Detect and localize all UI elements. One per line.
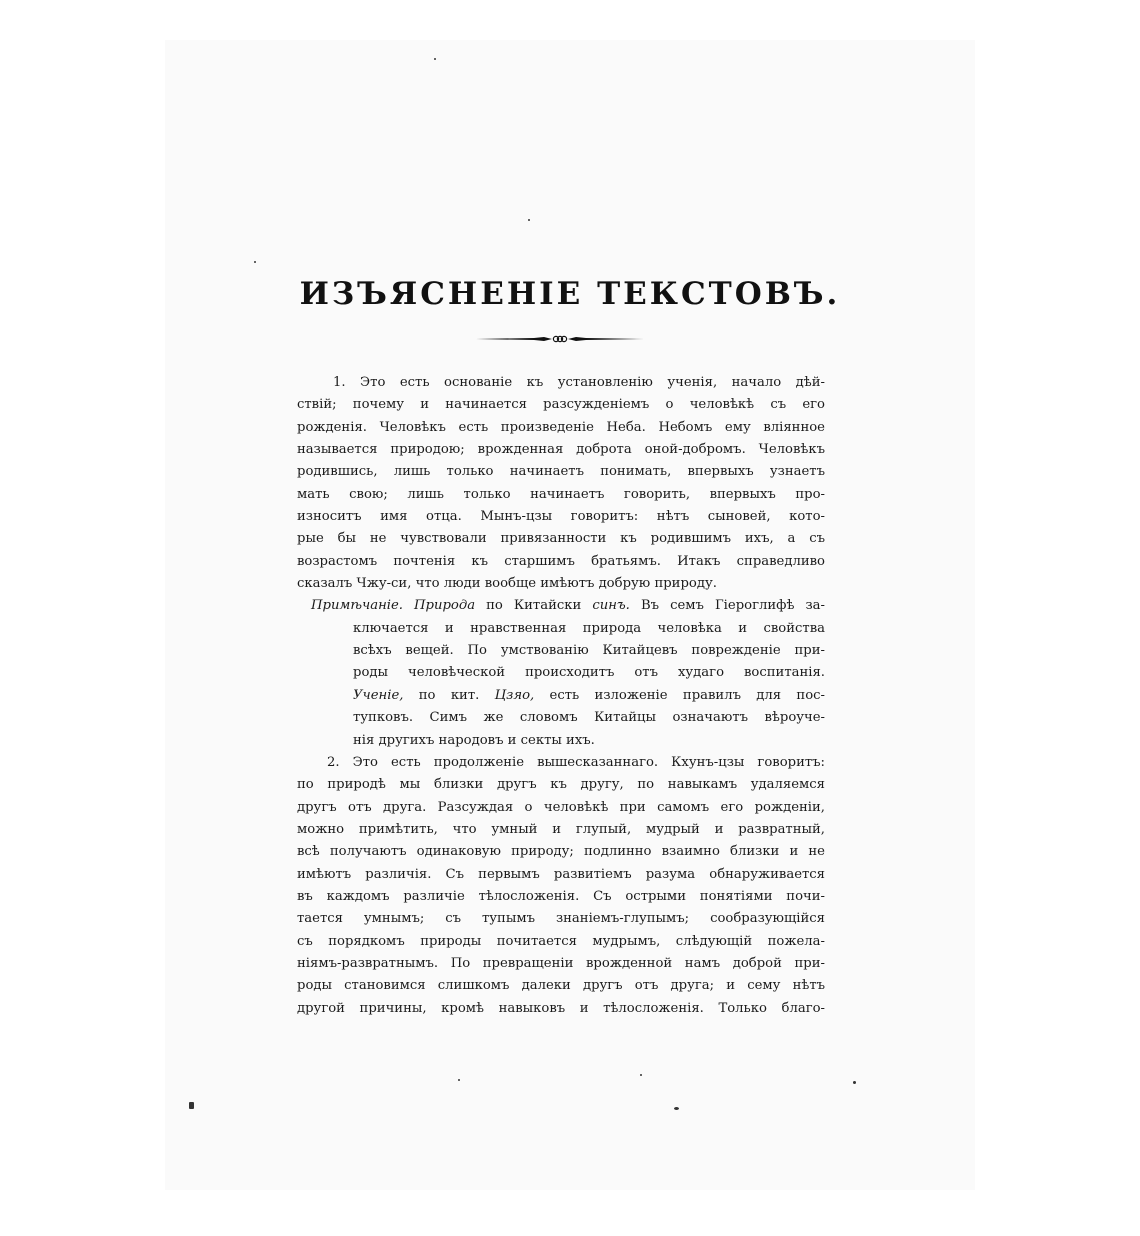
note-term-tszyao: Цзяо, xyxy=(494,687,535,703)
note-term-nature: Природа xyxy=(414,598,476,614)
text-line: ствій; почему и начинается разсужденіемъ о человѣкѣ съ его xyxy=(297,397,825,413)
text-line: въ каждомъ различіе тѣлосложенія. Съ острыми понятіями почи- xyxy=(297,888,825,904)
note-line: роды человѣческой происходитъ отъ худаго воспитанія. xyxy=(353,665,825,681)
note-line: всѣхъ вещей. По умствованію Китайцевъ поврежденіе при- xyxy=(353,643,825,659)
note-text: есть изложеніе правилъ для пос- xyxy=(534,687,825,703)
note-block xyxy=(297,595,825,751)
note-line: тупковъ. Симъ же словомъ Китайцы означаютъ вѣроуче- xyxy=(353,710,825,726)
note-text: по кит. xyxy=(403,687,495,703)
title-ornament xyxy=(474,332,646,346)
note-label: Примѣчаніе. xyxy=(311,598,403,614)
text-line: рые бы не чувствовали привязанности къ родившимъ ихъ, а съ xyxy=(297,531,825,547)
note-term-uchenie: Ученіе, xyxy=(353,687,404,703)
text-line: возрастомъ почтенія къ старшимъ братьямъ. Итакъ справедливо xyxy=(297,553,825,569)
scan-speck xyxy=(434,58,436,60)
page-title: ИЗЪЯСНЕНІЕ ТЕКСТОВЪ. xyxy=(299,276,841,312)
text-line: съ порядкомъ природы почитается мудрымъ, слѣдующій пожела- xyxy=(297,933,825,949)
text-line: родившись, лишь только начинаетъ понимать, впервыхъ узнаетъ xyxy=(297,464,825,480)
scan-speck xyxy=(853,1081,856,1084)
text-line: сказалъ Чжу-си, что люди вообще имѣютъ добрую природу. xyxy=(297,576,717,592)
note-line: нія другихъ народовъ и секты ихъ. xyxy=(353,732,595,748)
text-line: мать свою; лишь только начинаетъ говорить, впервыхъ про- xyxy=(297,486,825,502)
scan-speck xyxy=(640,1074,642,1076)
text-line: рожденія. Человѣкъ есть произведеніе Неба. Небомъ ему влiянное xyxy=(297,419,825,435)
text-line: 1. Это есть основаніе къ установленію ученія, начало дѣй- xyxy=(333,375,825,390)
text-line: ніямъ-развратнымъ. По превращеніи врожденной намъ доброй при- xyxy=(297,955,825,971)
paragraph-1 xyxy=(297,372,825,595)
text-line: роды становимся слишкомъ далеки другъ отъ друга; и сему нѣтъ xyxy=(297,978,825,994)
note-text: Въ семъ Гіероглифѣ за- xyxy=(629,598,825,614)
text-line: всѣ получаютъ одинаковую природу; подлинно взаимно близки и не xyxy=(297,844,825,860)
scan-speck xyxy=(674,1107,679,1110)
text-line: износитъ имя отца. Мынъ-цзы говоритъ: нѣтъ сыновей, кото- xyxy=(297,509,825,525)
text-line: называется природою; врожденная доброта оной-добромъ. Человѣкъ xyxy=(297,442,825,458)
text-line: другой причины, кромѣ навыковъ и тѣлосложенія. Только благо- xyxy=(297,1000,825,1016)
note-term-sin: синъ. xyxy=(592,598,630,614)
note-text: по Китайски xyxy=(475,598,593,614)
scan-speck xyxy=(528,219,530,221)
text-line: можно примѣтить, что умный и глупый, мудрый и развратный, xyxy=(297,821,825,837)
paragraph-2 xyxy=(297,752,825,1020)
note-line xyxy=(297,685,825,707)
note-first-line xyxy=(297,595,825,617)
text-line: имѣютъ различія. Съ первымъ развитіемъ разума обнаруживается xyxy=(297,866,825,882)
text-line: тается умнымъ; съ тупымъ знаніемъ-глупымъ; сообразующійся xyxy=(297,911,825,927)
text-line: по природѣ мы близки другъ къ другу, по навыкамъ удаляемся xyxy=(297,777,825,793)
note-line: ключается и нравственная природа человѣка и свойства xyxy=(353,620,825,636)
text-line: 2. Это есть продолженіе вышесказаннаго. Кхунъ-цзы говоритъ: xyxy=(327,754,825,770)
scan-speck xyxy=(189,1102,194,1109)
text-line: другъ отъ друга. Разсуждая о человѣкѣ при самомъ его рожденіи, xyxy=(297,799,825,815)
scan-speck xyxy=(254,261,256,263)
scan-speck xyxy=(458,1079,460,1081)
body-text xyxy=(297,372,825,1020)
